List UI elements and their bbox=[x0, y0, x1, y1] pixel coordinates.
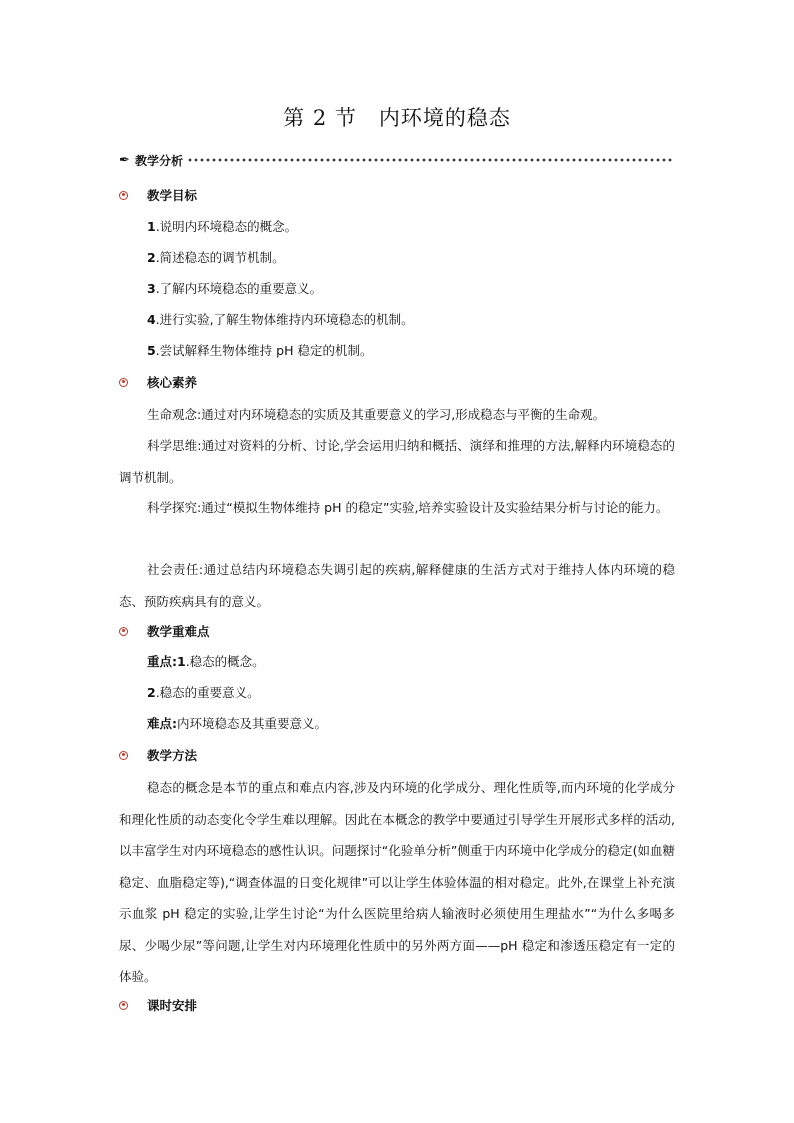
section-heading-schedule bbox=[119, 995, 197, 1015]
goal-item: 2.简述稳态的调节机制。 bbox=[147, 250, 285, 265]
bullet-icon bbox=[119, 1001, 128, 1010]
section-heading-method bbox=[119, 745, 197, 765]
heading-text: 教学方法 bbox=[147, 748, 198, 763]
method-paragraph: 稳态的概念是本节的重点和难点内容,涉及内环境的化学成分、理化性质等,而内环境的化学成分和理化性质的动态变化令学生难以理解。因此在本概念的教学中要通过引导学生开展形式多样的活动,以丰富学生对内环境稳态的感性认识。问题探讨“化验单分析”侧重于内环境中化学成分的稳定(如血糖稳定、血脂稳定等),“调查体温的日变化规律”可以让学生体验体温的相对稳定。此外,在课堂上补充演示血浆 pH 稳定的实验,让学生讨论“为什么医院里给病人输液时必须使用生理盐水”“为什么多喝多尿、少喝少尿”等问题,让学生对内环境理化性质中的另外两方面——pH 稳定和渗透压稳定有一定的体验。 bbox=[119, 780, 675, 984]
heading-text: 教学目标 bbox=[147, 188, 198, 203]
bullet-icon bbox=[119, 627, 128, 636]
goal-item: 1.说明内环境稳态的概念。 bbox=[147, 219, 298, 234]
key-point: 2.稳态的重要意义。 bbox=[147, 685, 260, 700]
bullet-icon bbox=[119, 751, 128, 760]
goal-item: 4.进行实验,了解生物体维持内环境稳态的机制。 bbox=[147, 312, 414, 327]
key-point: 重点:1.稳态的概念。 bbox=[147, 654, 265, 669]
goal-item: 5.尝试解释生物体维持 pH 稳定的机制。 bbox=[147, 343, 373, 358]
section-heading-literacy bbox=[119, 372, 197, 392]
literacy-paragraph: 科学思维:通过对资料的分析、讨论,学会运用归纳和概括、演绎和推理的方法,解释内环境稳态的调节机制。 bbox=[119, 438, 675, 485]
banner-label: 教学分析 bbox=[135, 153, 184, 168]
literacy-paragraph: 社会责任:通过总结内环境稳态失调引起的疾病,解释健康的生活方式对于维持人体内环境的稳态、预防疾病具有的意义。 bbox=[119, 562, 675, 609]
heading-text: 课时安排 bbox=[147, 998, 198, 1013]
literacy-paragraph: 科学探究:通过“模拟生物体维持 pH 的稳定”实验,培养实验设计及实验结果分析与讨论的能力。 bbox=[147, 500, 669, 515]
bullet-icon bbox=[119, 378, 128, 387]
section-heading-key bbox=[119, 621, 210, 641]
section-banner bbox=[119, 150, 674, 170]
hard-point: 难点:内环境稳态及其重要意义。 bbox=[147, 716, 328, 731]
bullet-icon bbox=[119, 191, 128, 200]
literacy-paragraph: 生命观念:通过对内环境稳态的实质及其重要意义的学习,形成稳态与平衡的生命观。 bbox=[147, 407, 606, 422]
heading-text: 教学重难点 bbox=[147, 624, 210, 639]
section-heading-goals bbox=[119, 185, 197, 205]
heading-text: 核心素养 bbox=[147, 375, 198, 390]
page-title: 第 2 节 内环境的稳态 bbox=[283, 106, 511, 130]
goal-item: 3.了解内环境稳态的重要意义。 bbox=[147, 281, 323, 296]
dotted-divider bbox=[187, 156, 674, 164]
pen-icon: ✒ bbox=[119, 152, 130, 168]
